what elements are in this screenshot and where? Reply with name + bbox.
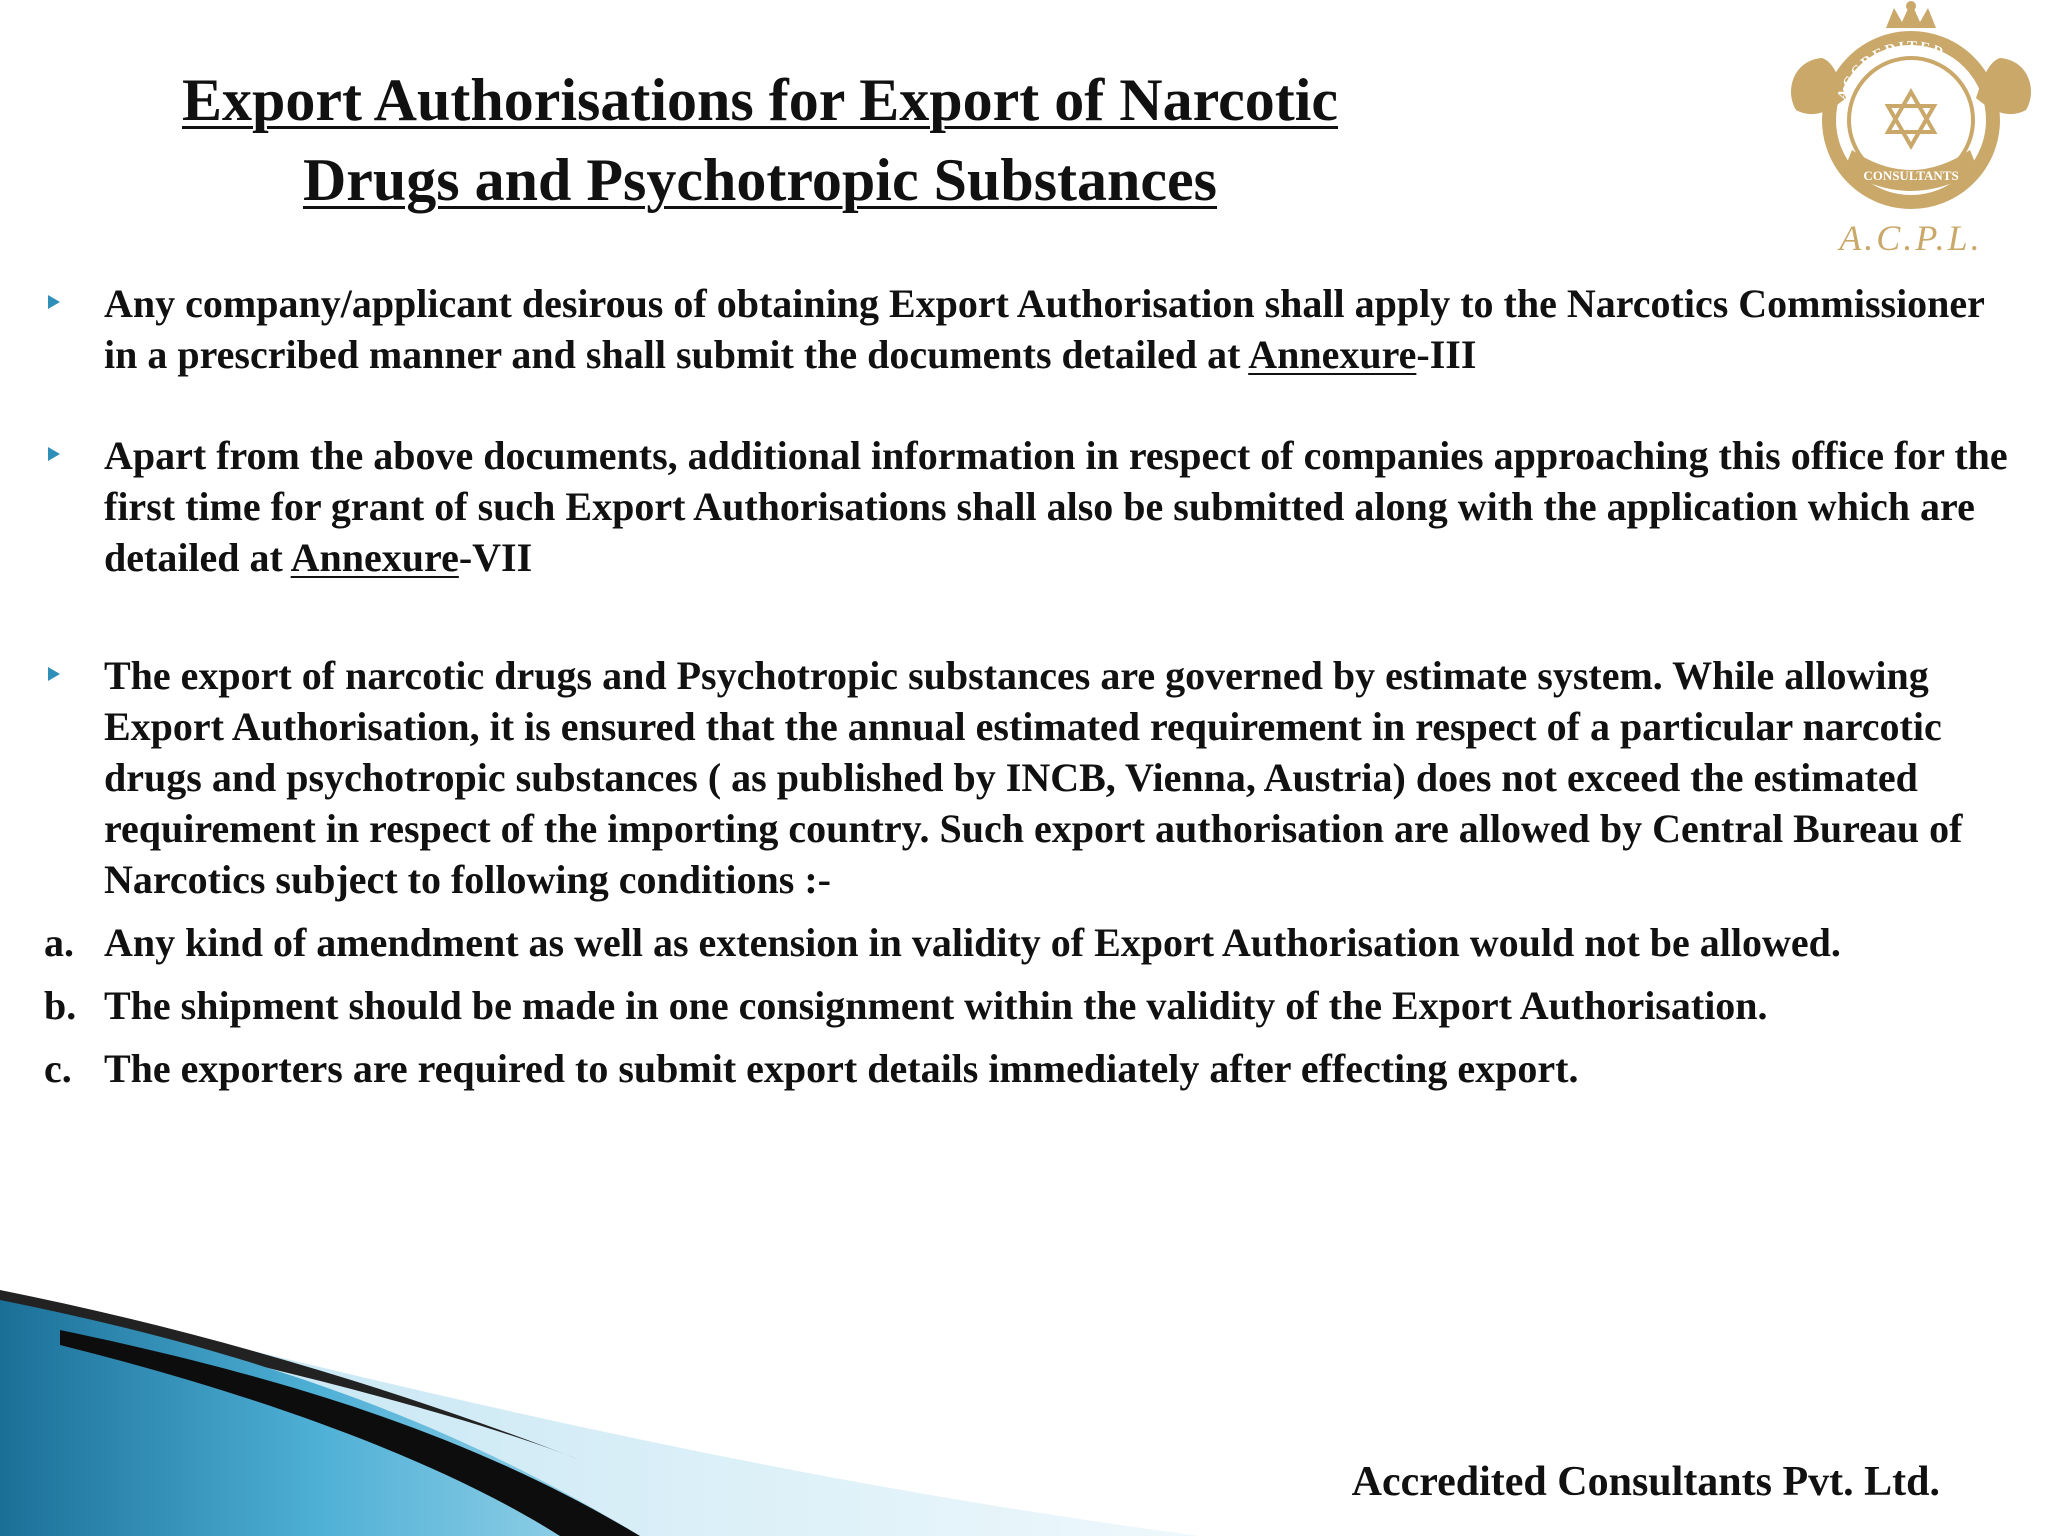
- bullet-text-suffix: -III: [1416, 332, 1477, 377]
- bullet-text: Apart from the above documents, additional information in respect of companies approaching this office for the first time for grant of such Export Authorisations shall also be submitted along with the application which are detailed at: [104, 433, 2008, 580]
- annexure-link[interactable]: Annexure: [290, 535, 459, 580]
- bullet-item: [44, 430, 2024, 583]
- condition-label: c.: [44, 1046, 72, 1091]
- slide-title: [60, 60, 1460, 220]
- seal-arc-text: ACCREDITED: [1834, 38, 1948, 103]
- title-line-1: Export Authorisations for Export of Narcotic: [181, 67, 1339, 133]
- bullet-item: [44, 278, 2024, 380]
- title-line-2: Drugs and Psychotropic Substances: [302, 147, 1218, 213]
- condition-text: The shipment should be made in one consignment within the validity of the Export Authorisation.: [104, 983, 1768, 1028]
- svg-text:ACCREDITED: [1835, 39, 1948, 103]
- bullet-text: Any company/applicant desirous of obtaining Export Authorisation shall apply to the Narcotics Commissioner in a prescribed manner and shall submit the documents detailed at: [104, 281, 1985, 377]
- condition-item: [44, 980, 2024, 1031]
- condition-label: b.: [44, 983, 77, 1028]
- bullet-item: [44, 650, 2024, 905]
- seal-band-text: CONSULTANTS: [1863, 168, 1959, 183]
- bullet-triangle-icon: [48, 295, 60, 309]
- bullet-text: The export of narcotic drugs and Psychotropic substances are governed by estimate system. While allowing Export Authorisation, it is ensured that the annual estimated requirement in respect of a particular narcotic drugs and psychotropic substances ( as published by INCB, Vienna, Austria) does not exceed the estimated requirement in respect of the importing country. Such export authorisation are allowed by Central Bureau of Narcotics subject to following conditions :-: [104, 653, 1963, 902]
- condition-item: [44, 917, 2024, 968]
- footer-company-name: Accredited Consultants Pvt. Ltd.: [1351, 1459, 1940, 1505]
- accredited-consultants-seal-icon: [1774, 0, 2048, 260]
- condition-label: a.: [44, 920, 74, 965]
- seal-initials: A.C.P.L.: [1839, 218, 1983, 258]
- bullet-triangle-icon: [48, 447, 60, 461]
- condition-text: The exporters are required to submit export details immediately after effecting export.: [104, 1046, 1579, 1091]
- bullet-triangle-icon: [48, 667, 60, 681]
- annexure-link[interactable]: Annexure: [1248, 332, 1417, 377]
- condition-text: Any kind of amendment as well as extension in validity of Export Authorisation would not be allowed.: [104, 920, 1841, 965]
- bullet-text-suffix: -VII: [458, 535, 533, 580]
- content-body: [44, 278, 2024, 1094]
- condition-item: [44, 1043, 2024, 1094]
